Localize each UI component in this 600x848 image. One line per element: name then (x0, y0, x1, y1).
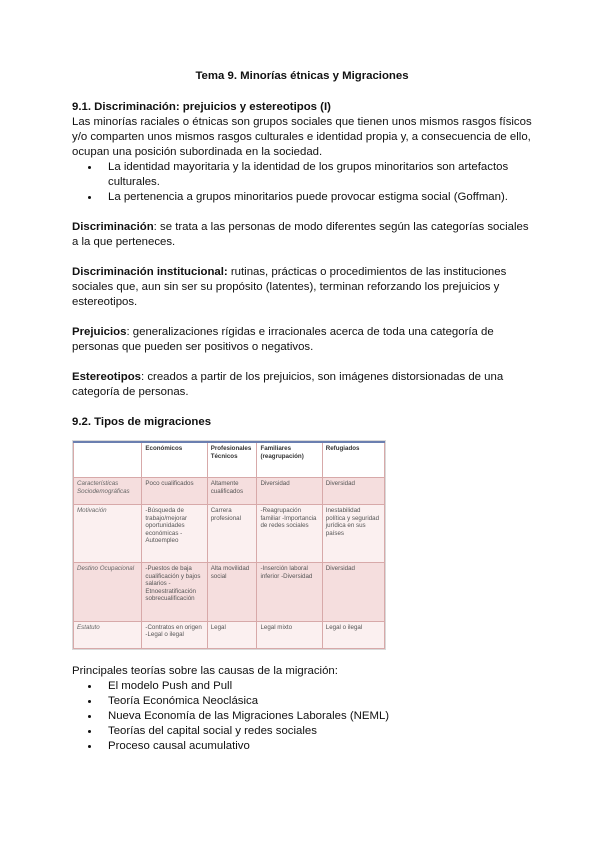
table-cell: Altamente cualificados (207, 478, 257, 505)
table-row (74, 478, 385, 505)
table-cell: -Inserción laboral inferior -Diversidad (257, 563, 322, 621)
list-item: • La identidad mayoritaria y la identidad de los grupos minoritarios son artefactos culturales. (100, 160, 532, 190)
definition-term: Prejuicios (72, 326, 127, 338)
table-cell: Diversidad (322, 478, 384, 505)
definition-text: creados a partir de los prejuicios, son imágenes distorsionadas de una categoría de personas. (72, 371, 504, 398)
table-header-cell: Refugiados (322, 442, 384, 478)
table-cell: -Reagrupación familiar -Importancia de redes sociales (257, 505, 322, 563)
table-cell: Legal (207, 621, 257, 648)
table-header-cell: Profesionales Técnicos (207, 442, 257, 478)
list-item: • El modelo Push and Pull (100, 679, 532, 694)
list-item: • Nueva Economía de las Migraciones Laborales (NEML) (100, 709, 532, 724)
theories-intro: Principales teorías sobre las causas de la migración: (72, 665, 338, 677)
minorities-intro: Las minorías raciales o étnicas son grupos sociales que tienen unos mismos rasgos físicos y/o comparten unos mismos rasgos culturales e identidad propia y, a consecuencia de ello, ocupan una posición subordinada en la sociedad. (72, 116, 532, 158)
table-cell: Diversidad (257, 478, 322, 505)
minorities-bullet-list (72, 160, 532, 205)
section-heading-discrimination: 9.1. Discriminación: prejuicios y estereotipos (I) (72, 101, 331, 113)
table-cell: Diversidad (322, 563, 384, 621)
table-cell: Alta movilidad social (207, 563, 257, 621)
definition-term: Discriminación (72, 221, 154, 233)
table-cell: Poco cualificados (142, 478, 207, 505)
table-cell: Estatuto (74, 621, 142, 648)
definition-text: generalizaciones rígidas e irracionales acerca de toda una categoría de personas que pueden ser positivos o negativos. (72, 326, 494, 353)
table-cell: Destino Ocupacional (74, 563, 142, 621)
table-row (74, 505, 385, 563)
table-header-row (74, 442, 385, 478)
list-item: • La pertenencia a grupos minoritarios puede provocar estigma social (Goffman). (100, 190, 532, 205)
table-cell: -Puestos de baja cualificación y bajos salarios -Etnoestratificación sobrecualificación (142, 563, 207, 621)
list-item: • Teoría Económica Neoclásica (100, 694, 532, 709)
table-cell: Características Sociodemográficas (74, 478, 142, 505)
table-header-cell: Económicos (142, 442, 207, 478)
table-row (74, 563, 385, 621)
list-item: • Teorías del capital social y redes sociales (100, 724, 532, 739)
table-cell: Motivación (74, 505, 142, 563)
definition-text: rutinas, prácticas o procedimientos de las instituciones sociales que, aun sin ser su propósito (latentes), terminan reforzando los prejuicios y estereotipos. (72, 266, 507, 308)
definition-institutional-discrimination (72, 265, 532, 310)
table-row (74, 621, 385, 648)
definition-text: se trata a las personas de modo diferentes según las categorías sociales a la que perteneces. (72, 221, 529, 248)
migration-types-table-image (72, 440, 386, 650)
table-cell: Legal mixto (257, 621, 322, 648)
table-header-cell (74, 442, 142, 478)
definition-term: Discriminación institucional: (72, 266, 228, 278)
theories-list (72, 679, 532, 754)
table-cell: -Búsqueda de trabajo/mejorar oportunidades económicas -Autoempleo (142, 505, 207, 563)
definition-stereotypes: Estereotipos: creados a partir de los prejuicios, son imágenes distorsionadas de una categoría de personas. (72, 371, 504, 398)
list-item: • Proceso causal acumulativo (100, 739, 532, 754)
definition-discrimination: Discriminación: se trata a las personas de modo diferentes según las categorías sociales a la que perteneces. (72, 221, 529, 248)
migration-theories (72, 664, 532, 754)
document-page (72, 70, 532, 430)
section-heading-migration-types: 9.2. Tipos de migraciones (72, 416, 212, 428)
table-cell: Carrera profesional (207, 505, 257, 563)
document-title: Tema 9. Minorías étnicas y Migraciones (195, 70, 409, 82)
table-cell: -Contratos en origen -Legal o ilegal (142, 621, 207, 648)
definition-prejudices: Prejuicios: generalizaciones rígidas e irracionales acerca de toda una categoría de personas que pueden ser positivos o negativos. (72, 326, 494, 353)
migration-types-table (73, 441, 385, 649)
table-cell: Inestabilidad política y seguridad jurídica en sus países (322, 505, 384, 563)
table-header-cell: Familiares (reagrupación) (257, 442, 322, 478)
definition-term: Estereotipos (72, 371, 141, 383)
table-cell: Legal o ilegal (322, 621, 384, 648)
